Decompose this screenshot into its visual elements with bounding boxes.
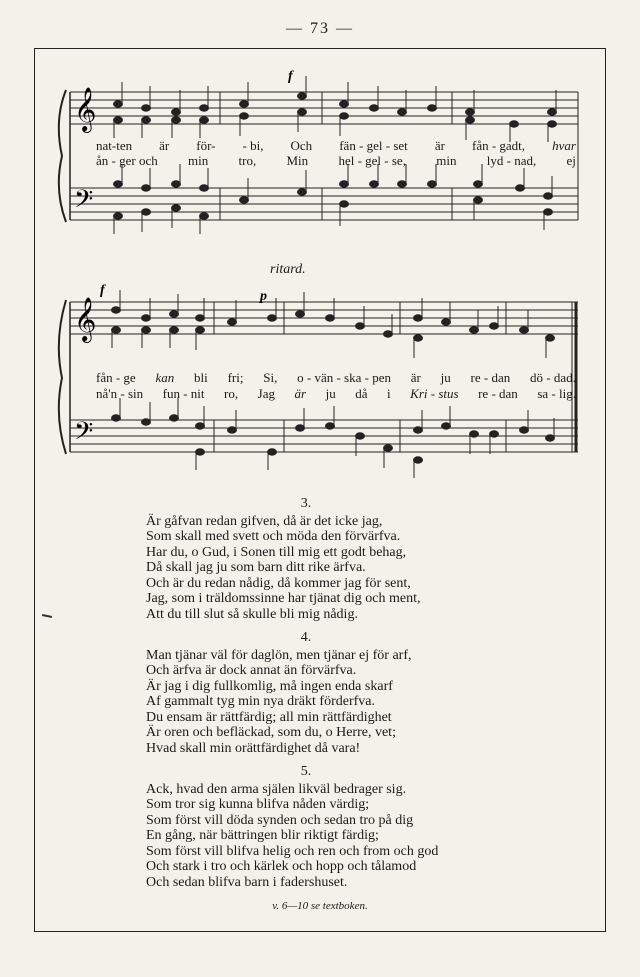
lyric-syllable: ån - ger och: [96, 153, 158, 168]
verse-line: Är gåfvan redan gifven, då är det icke jag,: [146, 513, 383, 529]
verse-line: Som först vill döda synden och sedan tro på dig: [146, 812, 414, 828]
lyric-syllable: fån - gadt,: [471, 138, 526, 153]
verse-line: Då skall jag ju som barn ditt rike ärfva.: [146, 560, 366, 575]
verse-line: Har du, o Gud, i Sonen till mig ett godt behag,: [146, 544, 407, 560]
lyric-syllable: nå'n - sin: [96, 386, 144, 401]
verse-line: Att du till slut så skulle bli mig nådig.: [146, 606, 358, 622]
lyric-syllable: är: [159, 138, 170, 153]
lyric-syllable: Jag: [257, 386, 275, 401]
lyric-syllable: kan: [155, 370, 175, 385]
lyrics-line-1b: [96, 153, 576, 169]
lyric-syllable: fän - gel - set: [339, 138, 408, 153]
verse-number: 3.: [300, 496, 312, 511]
verse-line: Som tror sig kunna blifva nåden värdig;: [146, 797, 370, 812]
lyric-syllable: sa - lig.: [537, 386, 576, 401]
lyric-syllable: min: [188, 153, 209, 168]
verse-line: Och stark i tro och kärlek och hopp och tålamod: [146, 859, 417, 874]
verse-5: [146, 764, 566, 890]
verse-number: 4.: [300, 630, 312, 645]
lyric-syllable: Kri - stus: [410, 386, 459, 401]
verse-line: Som skall med svett och möda den förvärfva.: [146, 529, 401, 544]
lyric-syllable: då: [355, 386, 368, 401]
lyric-syllable: re - dan: [470, 370, 511, 385]
verse-line: Jag, som i träldomssinne har tjänat dig och ment,: [146, 591, 421, 606]
music-system-1: [0, 60, 640, 260]
lyric-syllable: ju: [325, 386, 336, 401]
lyric-syllable: fun - nit: [162, 386, 205, 401]
verse-line: En gång, när bättringen blir riktigt färdig;: [146, 828, 379, 843]
lyric-syllable: hel - gel - se,: [338, 153, 406, 168]
lyric-syllable: tro,: [238, 153, 257, 168]
verse-line: Som först vill blifva helig och ren och from och god: [146, 843, 439, 859]
lyric-syllable: Min: [286, 153, 309, 168]
lyric-syllable: nat-ten: [96, 138, 133, 153]
verse-line: Man tjänar väl för daglön, men tjänar ej för arf,: [146, 647, 412, 663]
lyric-syllable: Och: [290, 138, 313, 153]
lyric-syllable: re - dan: [478, 386, 518, 401]
verse-line: Och är du redan nådig, då kommer jag för sent,: [146, 575, 411, 591]
svg-text:𝄢: 𝄢: [74, 417, 94, 452]
verse-number: 5.: [300, 764, 312, 779]
verse-4: [146, 630, 566, 756]
page-number: — 73 —: [286, 20, 354, 37]
svg-text:𝄢: 𝄢: [74, 185, 94, 220]
lyric-syllable: hvar: [552, 138, 576, 153]
verse-line: Ack, hvad den arma själen likväl bedrager sig.: [146, 781, 407, 797]
tempo-marking: ritard.: [270, 262, 306, 277]
lyric-syllable: fån - ge: [96, 370, 136, 385]
lyric-syllable: Si,: [263, 370, 278, 385]
lyric-syllable: dö - dad.: [530, 370, 576, 385]
music-system-2: [0, 270, 640, 490]
lyric-syllable: bli: [194, 370, 208, 385]
lyrics-line-1a: [96, 138, 576, 154]
lyric-syllable: ju: [440, 370, 451, 385]
verse-line: Af gammalt tyg min nya dräkt förderfva.: [146, 694, 375, 709]
lyric-syllable: lyd - nad,: [486, 153, 537, 168]
footnote: v. 6—10 se textboken.: [272, 900, 368, 912]
lyric-syllable: min: [436, 153, 457, 168]
lyric-syllable: - bi,: [242, 138, 264, 153]
lyric-syllable: för-: [196, 138, 216, 153]
svg-text:𝄞: 𝄞: [74, 297, 97, 341]
verse-line: Hvad skall min orättfärdighet då vara!: [146, 740, 361, 756]
lyric-syllable: ro,: [224, 386, 239, 401]
lyric-syllable: är: [434, 138, 445, 153]
lyrics-line-2a: [96, 370, 576, 386]
lyric-syllable: fri;: [227, 370, 244, 385]
lyric-syllable: i: [387, 386, 391, 401]
svg-text:𝄞: 𝄞: [74, 87, 97, 131]
svg-text:p: p: [260, 289, 267, 304]
lyric-syllable: o - vän - ska - pen: [297, 370, 391, 385]
verse-line: Du ensam är rättfärdig; all min rättfärdighet: [146, 709, 392, 725]
verse-3: [146, 496, 566, 622]
verse-line: Och sedan blifva barn i fadershuset.: [146, 874, 348, 890]
lyric-syllable: är: [294, 386, 307, 401]
verse-line: Är oren och befläckad, som du, o Herre, vet;: [146, 725, 396, 740]
lyric-syllable: är: [410, 370, 421, 385]
lyrics-line-2b: [96, 386, 576, 402]
svg-text:f: f: [100, 283, 105, 298]
verse-line: Och ärfva är dock annat än förvärfva.: [146, 663, 357, 678]
svg-text:f: f: [288, 69, 293, 84]
verse-line: Är jag i dig fullkomlig, må ingen enda skarf: [146, 678, 393, 694]
lyric-syllable: ej: [566, 153, 576, 168]
